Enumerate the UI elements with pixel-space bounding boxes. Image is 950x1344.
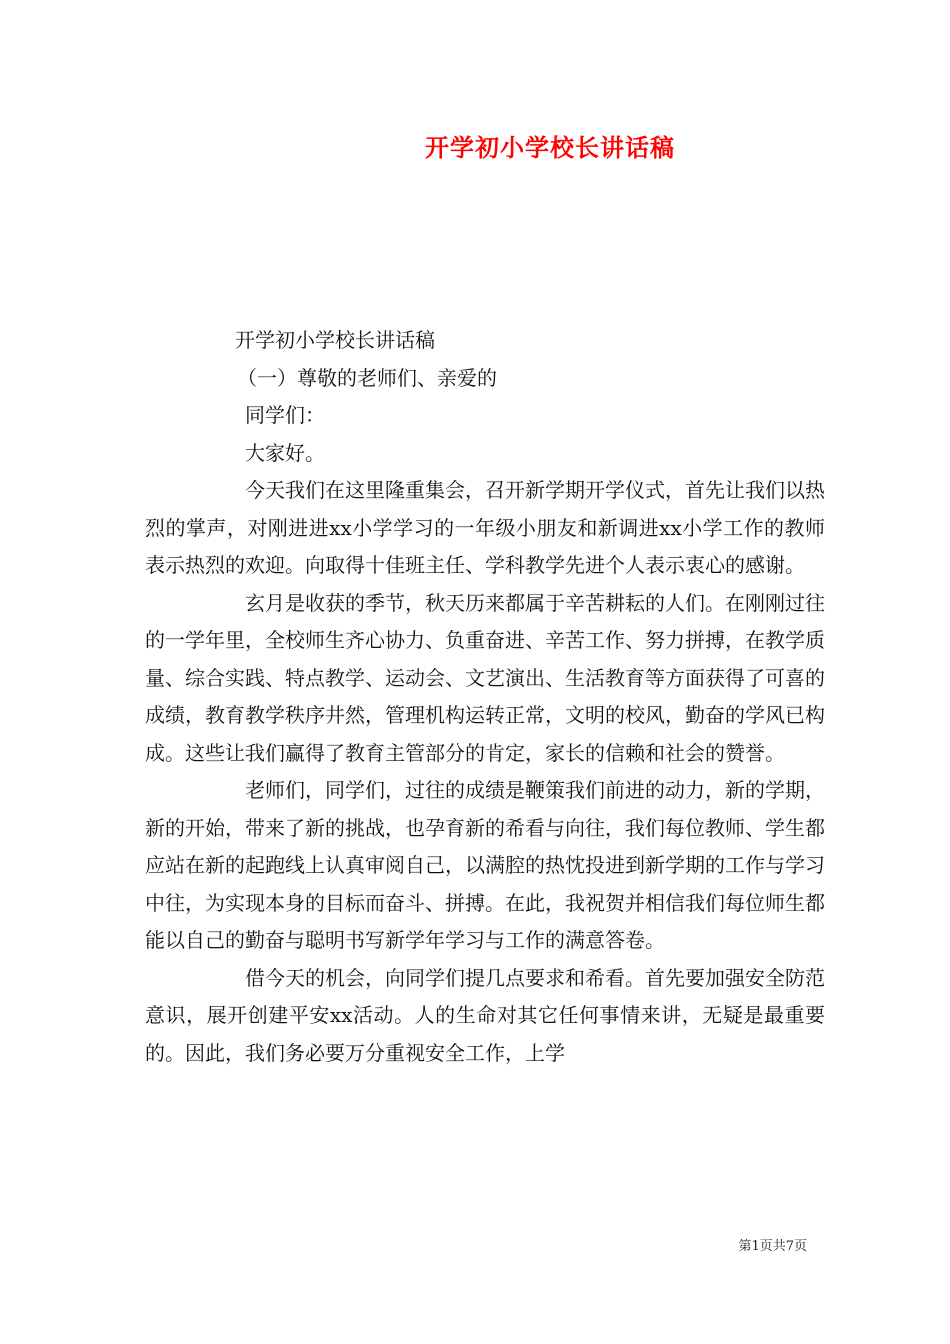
paragraph: 老师们，同学们，过往的成绩是鞭策我们前进的动力，新的学期，新的开始，带来了新的挑战，也孕育新的希看与向往，我们每位教师、学生都应站在新的起跑线上认真审阅自己，以满腔的热忱投进到新学期的工作与学习中往，为实现本身的目标而奋斗、拼搏。在此，我祝贺并相信我们每位师生都能以自己的勤奋与聪明书写新学年学习与工作的满意答卷。 (145, 778, 825, 952)
paragraph: 借今天的机会，向同学们提几点要求和希看。首先要加强安全防范意识，展开创建平安xx活动。人的生命对其它任何事情来讲，无疑是最重要的。因此，我们务必要万分重视安全工作，上学 (145, 965, 825, 1065)
document-title: 开学初小学校长讲话稿 (425, 133, 675, 162)
paragraph: 玄月是收获的季节，秋天历来都属于辛苦耕耘的人们。在刚刚过往的一学年里，全校师生齐心协力、负重奋进、辛苦工作、努力拼搏，在教学质量、综合实践、特点教学、运动会、文艺演出、生活教育等方面获得了可喜的成绩，教育教学秩序井然，管理机构运转正常，文明的校风，勤奋的学风已构成。这些让我们赢得了教育主管部分的肯定，家长的信赖和社会的赞誉。 (145, 590, 825, 765)
greeting: 大家好。 (245, 440, 325, 465)
paragraph: 今天我们在这里隆重集会，召开新学期开学仪式，首先让我们以热烈的掌声，对刚进进xx小学学习的一年级小朋友和新调进xx小学工作的教师表示热烈的欢迎。向取得十佳班主任、学科教学先进个人表示衷心的感谢。 (145, 478, 825, 577)
salutation-line-2: 同学们： (245, 403, 325, 427)
document-body (145, 322, 825, 1072)
page-number: 第1页共7页 (738, 1239, 807, 1254)
salutation-line-1: （一）尊敬的老师们、亲爱的 (237, 365, 497, 390)
subtitle: 开学初小学校长讲话稿 (235, 328, 435, 352)
